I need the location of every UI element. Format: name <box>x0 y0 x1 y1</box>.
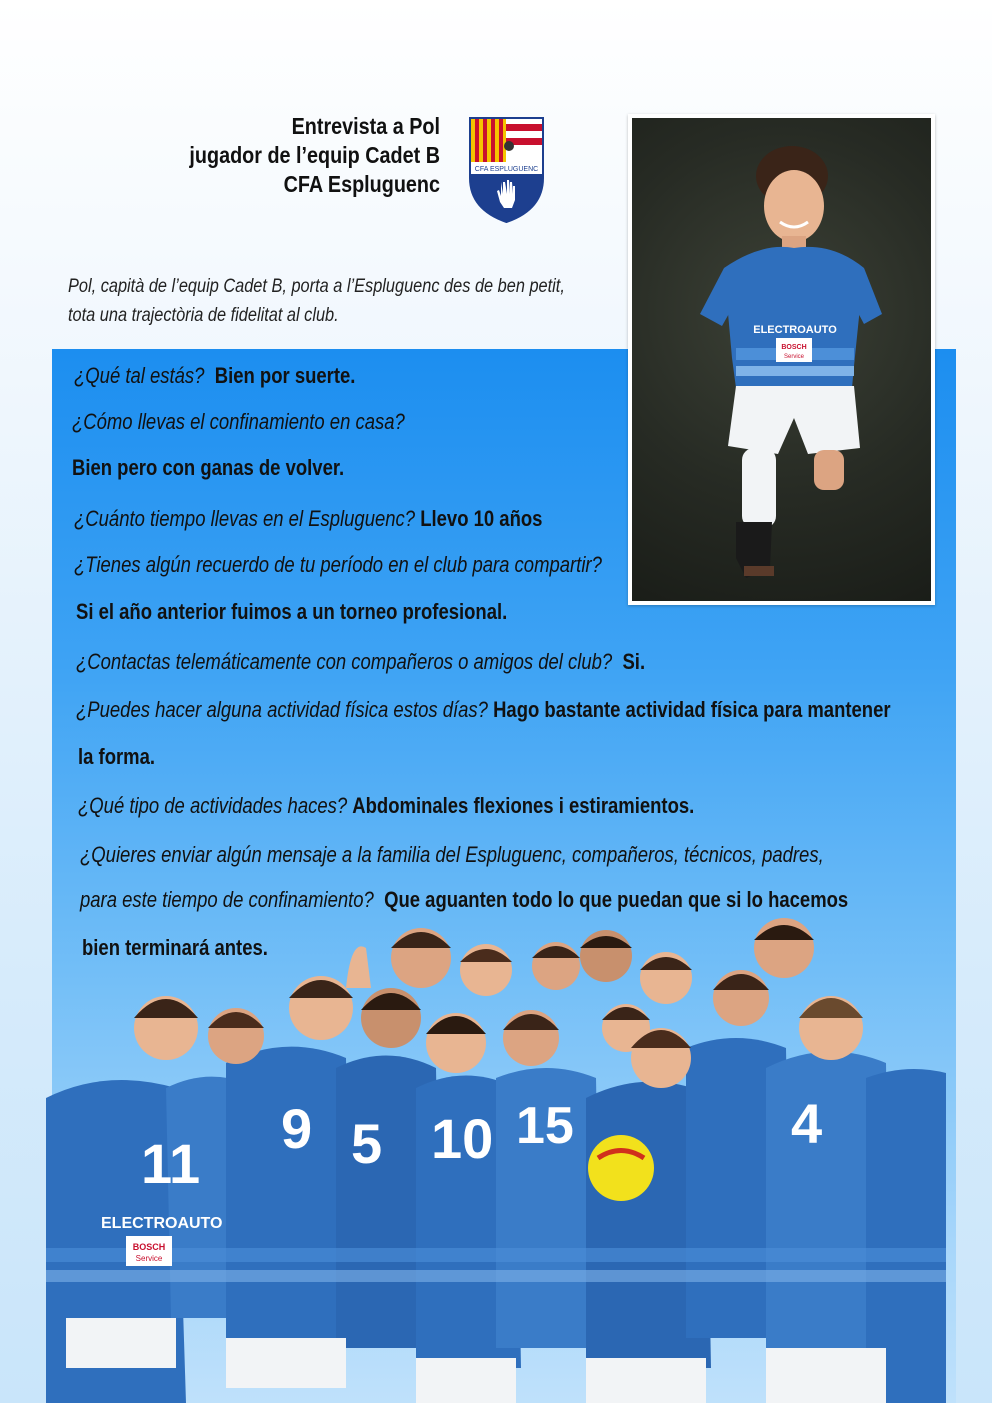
player-portrait-photo <box>628 114 935 605</box>
qa-line-10 <box>78 792 694 820</box>
soccer-ball-icon <box>588 1135 654 1201</box>
qa-line-11 <box>80 841 824 869</box>
jersey-number: 10 <box>431 1107 494 1170</box>
qa-line-5 <box>74 551 602 579</box>
question-text: ¿Contactas telemáticamente con compañeros o amigos del club? <box>76 649 613 674</box>
intro-paragraph <box>68 272 601 330</box>
question-text: ¿Puedes hacer alguna actividad física estos días? <box>76 697 488 722</box>
jersey-number: 4 <box>791 1092 823 1155</box>
answer-text: Hago bastante actividad física para mantener <box>493 697 891 722</box>
answer-text: Abdominales flexiones i estiramientos. <box>352 793 695 818</box>
shirt-sponsor-text: ELECTROAUTO <box>753 324 837 336</box>
qa-line-1 <box>74 362 355 390</box>
question-text: ¿Tienes algún recuerdo de tu período en el club para compartir? <box>74 552 602 577</box>
answer-text: Llevo 10 años <box>420 506 543 531</box>
title-line: CFA Espluguenc <box>283 171 440 197</box>
badge-text: BOSCH <box>132 1242 166 1252</box>
question-text: ¿Cómo llevas el confinamiento en casa? <box>72 409 405 434</box>
shirt-sponsor-text: ELECTROAUTO <box>101 1215 223 1232</box>
intro-line: tota una trajectòria de fidelitat al club. <box>68 305 339 326</box>
answer-text: Que aguanten todo lo que puedan que si lo hacemos <box>384 887 849 912</box>
badge-text: BOSCH <box>781 344 807 351</box>
answer-text: la forma. <box>78 744 156 769</box>
player-illustration <box>632 118 931 601</box>
answer-text: Si el año anterior fuimos a un torneo profesional. <box>76 599 508 624</box>
article-title <box>130 112 440 199</box>
team-group-photo <box>46 918 946 1403</box>
answer-text: Bien por suerte. <box>214 363 356 388</box>
qa-line-9 <box>78 743 155 771</box>
title-line: Entrevista a Pol <box>291 113 440 139</box>
question-text: ¿Cuánto tiempo llevas en el Espluguenc? <box>74 506 416 531</box>
jersey-number: 9 <box>281 1097 313 1160</box>
club-crest-logo <box>468 116 545 224</box>
badge-text: Service <box>783 354 805 360</box>
jersey-number: 5 <box>351 1112 383 1175</box>
question-text: ¿Qué tipo de actividades haces? <box>78 793 348 818</box>
jersey-number: 11 <box>141 1132 201 1195</box>
qa-line-2 <box>72 408 405 436</box>
qa-line-7 <box>76 648 645 676</box>
question-text: ¿Qué tal estás? <box>74 363 205 388</box>
jersey-number: 15 <box>516 1097 574 1155</box>
answer-text: Si. <box>622 649 646 674</box>
qa-line-8 <box>76 696 891 724</box>
qa-line-6 <box>76 598 507 626</box>
intro-line: Pol, capità de l’equip Cadet B, porta a l’Espluguenc des de ben petit, <box>68 276 565 297</box>
crest-text: CFA ESPLUGUENC <box>474 166 539 173</box>
qa-line-4 <box>74 505 542 533</box>
question-text: ¿Quieres enviar algún mensaje a la familia del Espluguenc, compañeros, técnicos, padres, <box>80 842 824 867</box>
question-text: para este tiempo de confinamiento? <box>80 887 374 912</box>
title-line: jugador de l’equip Cadet B <box>189 142 440 168</box>
qa-line-12 <box>80 886 848 914</box>
answer-text: bien terminará antes. <box>82 935 268 960</box>
badge-text: Service <box>135 1254 163 1263</box>
qa-line-3 <box>72 454 344 482</box>
answer-text: Bien pero con ganas de volver. <box>72 455 345 480</box>
